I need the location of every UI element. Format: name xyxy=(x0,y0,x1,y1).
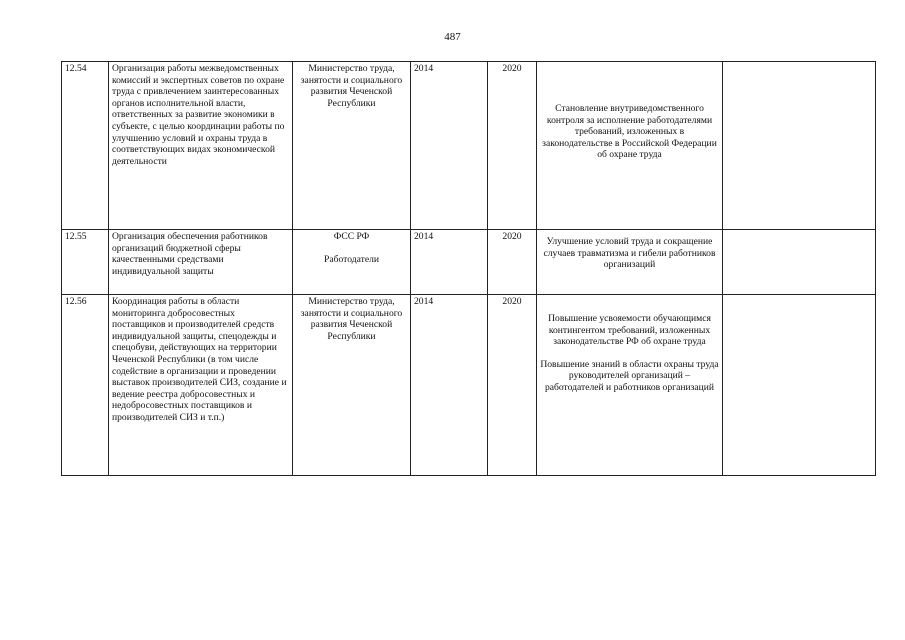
item-number: 12.56 xyxy=(62,295,109,476)
executor-name: ФСС РФ xyxy=(333,231,370,242)
note-cell xyxy=(723,62,876,230)
expected-result-cell xyxy=(537,230,723,295)
note-cell xyxy=(723,230,876,295)
expected-result-cell xyxy=(537,62,723,230)
activity-description: Организация обеспечения работников организаций бюджетной сферы качественными средствами индивидуальной защиты xyxy=(109,230,293,295)
expected-result: Повышение усвояемости обучающимся контингентом требований, изложенных законодательстве РФ об охране труда xyxy=(548,313,711,348)
executor-cell xyxy=(293,230,411,295)
end-year: 2020 xyxy=(488,295,537,476)
table-row xyxy=(62,295,876,476)
activity-description: Организация работы межведомственных комиссий и экспертных советов по охране труда с привлечением заинтересованных органов исполнительной власти, ответственных за развитие экономики в субъекте, с целью координации работы по улучшению условий и охраны труда в соответствующих видах экономической деятельности xyxy=(109,62,293,230)
start-year: 2014 xyxy=(411,295,488,476)
expected-result: Становление внутриведомственного контроля за исполнение работодателями требований, изложенных в законодательстве в Российской Федерации об охране труда xyxy=(542,103,717,161)
expected-result: Повышение знаний в области охраны труда руководителей организаций – работодателей и работников организаций xyxy=(540,358,719,393)
executor-name: Министерство труда, занятости и социального развития Чеченской Республики xyxy=(300,63,403,109)
executor-name: Министерство труда, занятости и социального развития Чеченской Республики xyxy=(300,296,403,342)
page-number: 487 xyxy=(444,31,461,43)
end-year: 2020 xyxy=(488,62,537,230)
start-year: 2014 xyxy=(411,62,488,230)
executor-cell xyxy=(293,62,411,230)
item-number: 12.54 xyxy=(62,62,109,230)
item-number: 12.55 xyxy=(62,230,109,295)
note-cell xyxy=(723,295,876,476)
activities-table xyxy=(61,61,876,476)
start-year: 2014 xyxy=(411,230,488,295)
executor-cell xyxy=(293,295,411,476)
activity-description: Координация работы в области мониторинга добросовестных поставщиков и производителей средств индивидуальной защиты, спецодежды и спецобуви, действующих на территории Чеченской Республики (в том числе содействие в организации и проведении выставок производителей СИЗ, создание и ведение реестра добросовестных и недобросовестных поставщиков и производителей СИЗ и т.п.) xyxy=(109,295,293,476)
table-row xyxy=(62,230,876,295)
expected-result-cell xyxy=(537,295,723,476)
expected-result: Улучшение условий труда и сокращение случаев травматизма и гибели работников организаций xyxy=(543,236,716,271)
end-year: 2020 xyxy=(488,230,537,295)
table-row xyxy=(62,62,876,230)
executor-name: Работодатели xyxy=(324,253,379,265)
